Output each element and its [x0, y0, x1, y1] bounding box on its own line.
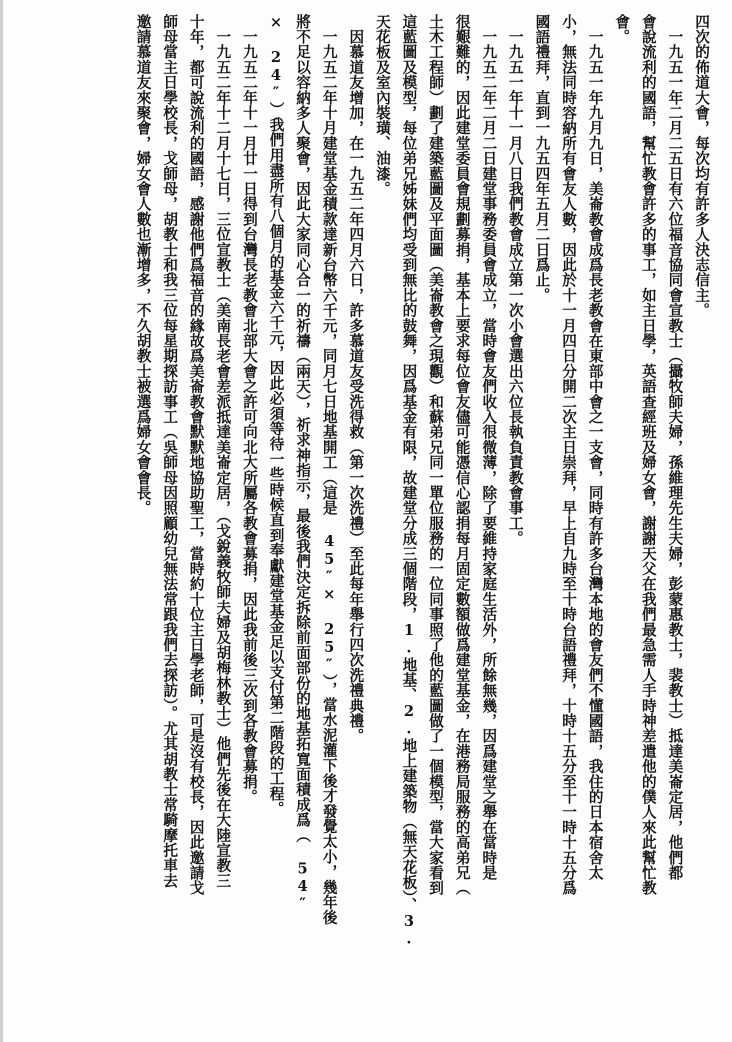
text-column: 天花板及室內裝璜、油漆。	[373, 14, 391, 197]
text-column: 一九五二年二月二日建堂事務委員會成立，當時會友們收入很微薄，除了要維持家庭生活外，所餘無幾，因爲建堂之舉在當時是	[480, 14, 498, 881]
text-column: 四次的佈道大會，每次均有許多人決志信主。	[693, 14, 710, 318]
scan-edge	[0, 0, 3, 1042]
text-column: 一九五一年十一月八日我們教會成立第一次小會選出六位長執負責教會事工。	[506, 14, 524, 546]
text-column: 會說流利的國語，幫忙教會許多的事工，如主日學，英語查經班及婦女會，謝謝天父在我們最急需人手時神差遣他的僕人來此幫忙教	[639, 14, 657, 896]
text-column: 邀請慕道友來聚會，婦女會人數也漸增多，不久胡教士被選爲婦女會會長。	[134, 14, 152, 516]
text-column: × 24″）我們用盡所有八個月的基金六千元，因此必須等待一些時候直到奉獻建堂基金足以支付第二階段的工程。	[267, 14, 285, 817]
text-column: 一九五二年十二月十七日，三位宣教士（美南長老會差派抵達美崙定居，（戈銳義牧師夫婦及胡梅林教士）他們先後在大陸宣教三	[214, 14, 232, 889]
text-column: 土木工程師）劃了建築藍圖及平面圖（美崙教會之現觀）和蘇弟兄同一單位服務的一位同事照了他的藍圖做了一個模型，當大家看到	[427, 14, 445, 896]
text-column: 會。	[613, 14, 631, 45]
text-column: 一九五二年十一月廿一日得到台灣長老教會北部大會之許可向北大所屬各教會募捐，因此我前後三次到各教會募捐。	[240, 14, 258, 805]
text-column: 很艱難的，因此建堂委員會規劃募捐，基本上要求每位會友儘可能憑信心認捐每月固定數額做爲建堂基金，在港務局服務的高弟兄（	[453, 14, 471, 896]
text-column: 因慕道友增加，在一九五二年四月六日，許多慕道友受洗得救（第一次洗禮）至此每年舉行四次洗禮典禮。	[347, 14, 365, 744]
text-column: 這藍圖及模型，每位弟兄姊妹們均受到無比的鼓舞，因爲基金有限，故建堂分成三個階段，1.地基、2.地上建築物（無天花板）、3.	[400, 14, 418, 949]
text-column: 一九五二年十月建堂基金積款達新台幣六千元，同月七日地基開工（這是 45″× 25″），當水泥灌下後才發覺太小，幾年後	[320, 14, 338, 926]
text-column: 師母當主日學校長，戈師母，胡教士和我三位每星期探訪事工（吳師母因照顧幼兒無法常跟我們去探訪）。尤其胡教士常騎摩托車去	[161, 14, 179, 889]
text-column: 一九五一年九月九日，美崙教會成爲長老教會在東部中會之一支會，同時有許多台灣本地的會友們不懂國語，我住的日本宿舍太	[586, 14, 604, 881]
text-column: 小，無法同時容納所有會友人數，因此於十一月四日分開二次主日崇拜，早上自九時至十時台語禮拜，十時十五分至十一時十五分爲	[560, 14, 578, 896]
text-column: 國語禮拜，直到一九五四年五月二日爲止。	[533, 14, 551, 303]
vertical-text-body	[129, 14, 714, 1030]
text-column: 將不足以容納多人聚會，因此大家同心合一的祈禱（兩天），祈求神指示，最後我們決定拆除前面部份的地基拓寬面積成爲（ 54″	[294, 14, 312, 914]
text-column: 十年，都可說流利的國語，感謝他們爲福音的緣故爲美崙教會默默地協助聖工，當時約十位主日學老師，可是沒有校長，因此邀請戈	[187, 14, 205, 896]
text-column: 一九五一年二月二五日有六位福音協同會宣教士（攝牧師夫婦，孫維理先生夫婦，彭蒙惠教士，裴教士）抵達美崙定居，他們都	[666, 14, 684, 881]
